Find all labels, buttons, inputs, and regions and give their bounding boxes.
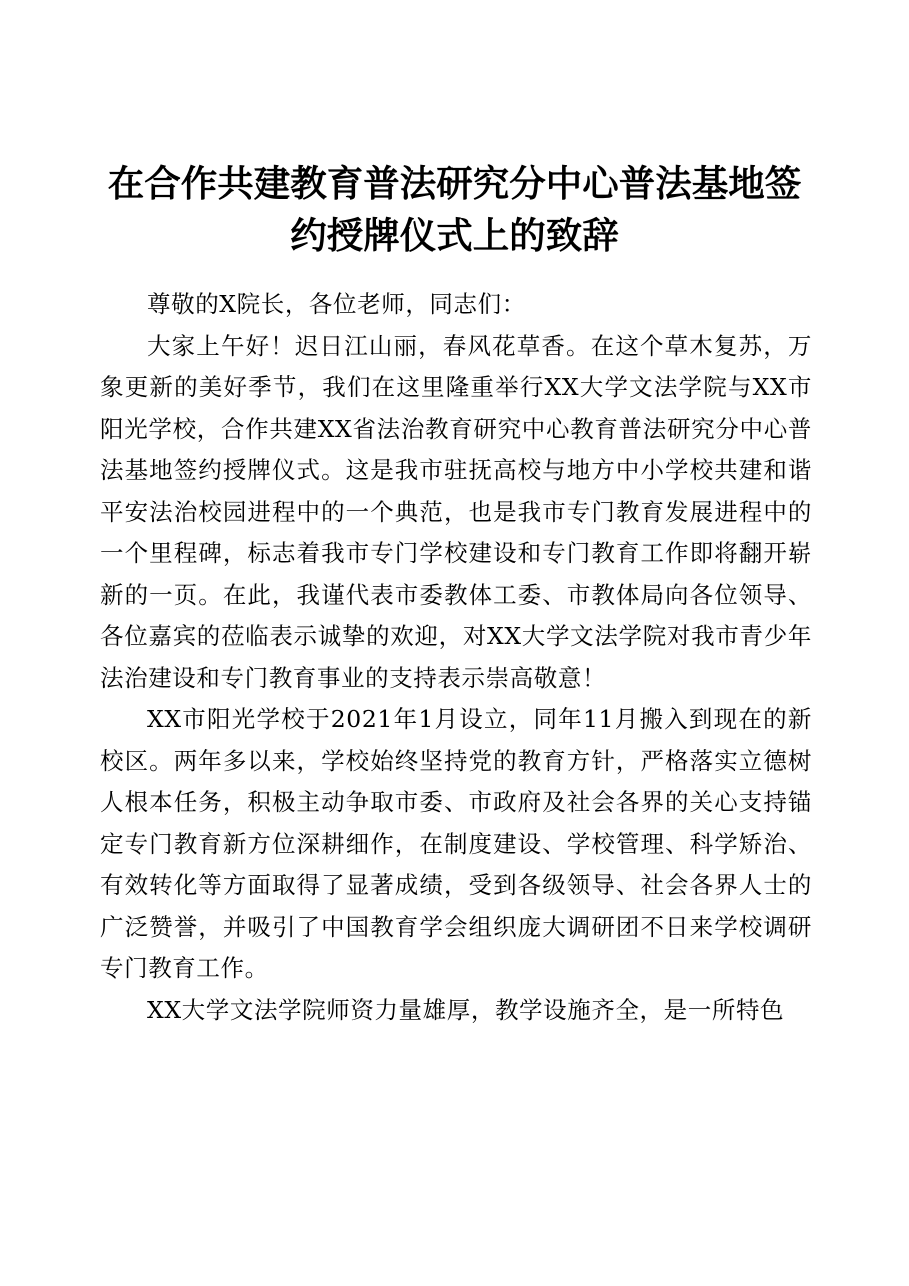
document-body (100, 284, 812, 1031)
body-paragraph: XX大学文法学院师资力量雄厚，教学设施齐全，是一所特色 (147, 995, 785, 1024)
salutation-paragraph: 尊敬的X院长，各位老师，同志们： (147, 290, 526, 318)
body-paragraph: XX市阳光学校于2021年1月设立，同年11月搬入到现在的新校区。两年多以来，学校始终坚持党的教育方针，严格落实立德树人根本任务，积极主动争取市委、市政府及社会各界的关心支持锚定专门教育新方位深耕细作，在制度建设、学校管理、科学矫治、有效转化等方面取得了显著成绩，受到各级领导、社会各界人士的广泛赞誉，并吸引了中国教育学会组织庞大调研团不日来学校调研专门教育工作。 (100, 705, 812, 982)
document-title: 在合作共建教育普法研究分中心普法基地签约授牌仪式上的致辞 (107, 162, 802, 257)
body-paragraph: 大家上午好！迟日江山丽，春风花草香。在这个草木复苏，万象更新的美好季节，我们在这里隆重举行XX大学文法学院与XX市阳光学校，合作共建XX省法治教育研究中心教育普法研究分中心普法基地签约授牌仪式。这是我市驻抚高校与地方中小学校共建和谐平安法治校园进程中的一个典范，也是我市专门教育发展进程中的一个里程碑，标志着我市专门学校建设和专门教育工作即将翻开崭新的一页。在此，我谨代表市委教体工委、市教体局向各位领导、各位嘉宾的莅临表示诚挚的欢迎，对XX大学文法学院对我市青少年法治建设和专门教育事业的支持表示崇高敬意！ (100, 331, 812, 692)
